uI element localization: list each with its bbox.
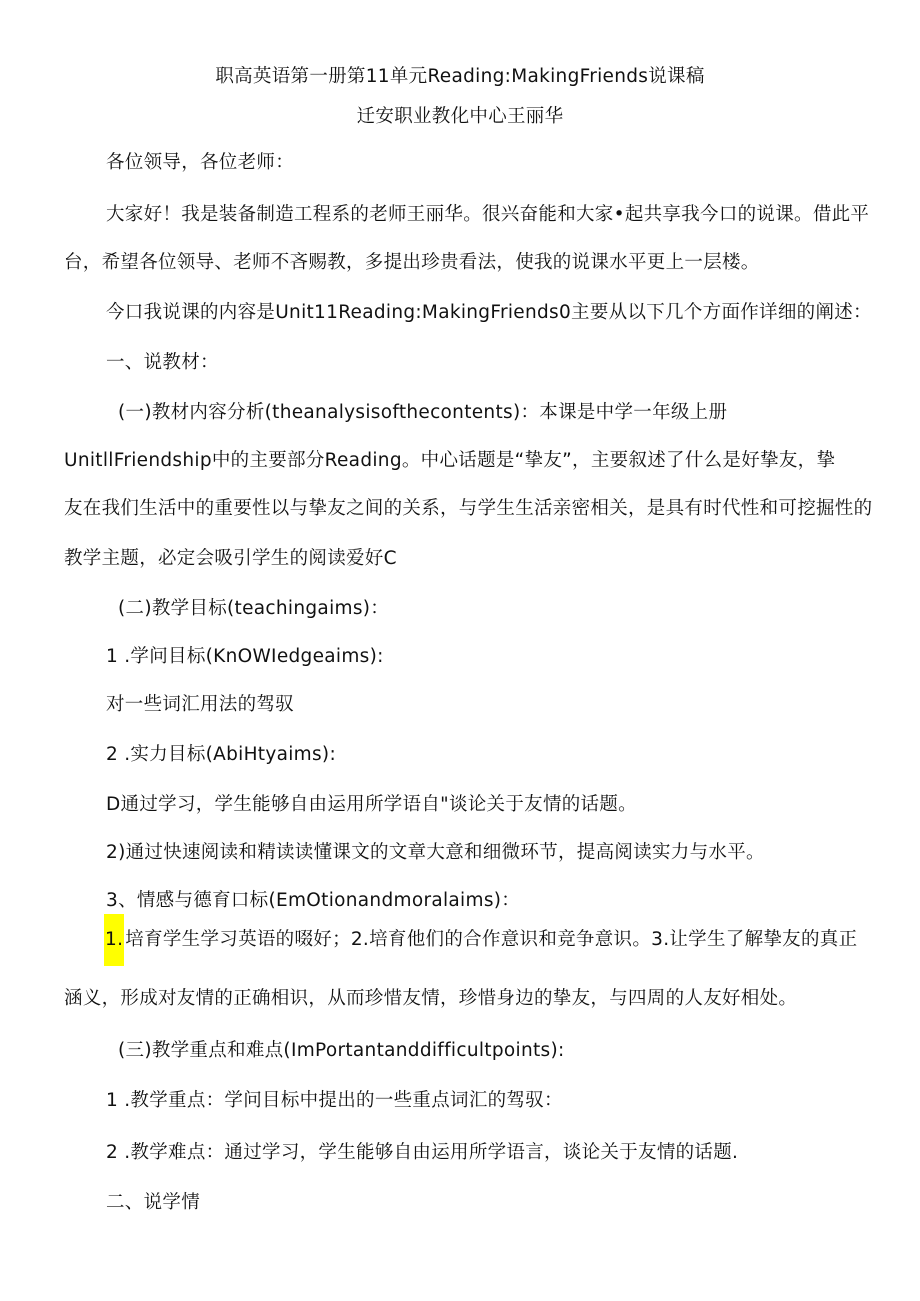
- aim2-text-1: D通过学习，学生能够自由运用所学语自"谈论关于友情的话题。: [106, 794, 637, 815]
- intro-line-3: 今口我说课的内容是Unit11Reading:MakingFriends0主要从以下几个方面作详细的阐述：: [106, 302, 872, 323]
- greeting: 各位领导，各位老师：: [106, 152, 295, 173]
- section2-heading: 二、说学情: [106, 1192, 201, 1213]
- aim3-line-1: 培育学生学习英语的啜好；2.培育他们的合作意识和竞争意识。3.让学生了解挚友的真正: [125, 929, 858, 950]
- author-line: 迁安职业教化中心王丽华: [356, 106, 564, 127]
- sub3-heading: (三)教学重点和难点(ImPortantanddifficultpoints):: [118, 1040, 565, 1061]
- aim1-heading: 1 .学问目标(KnOWIedgeaims):: [106, 646, 384, 667]
- document-title: 职高英语第一册第11单元Reading:MakingFriends说课稿: [215, 66, 705, 87]
- aim2-text-2: 2)通过快速阅读和精读读懂课文的文章大意和细微环节，提高阅读实力与水平。: [106, 842, 765, 863]
- sub2-heading: (二)教学目标(teachingaims)：: [118, 598, 390, 619]
- aim3-line-2: 涵义，形成对友情的正确相识，从而珍惜友情，珍惜身边的挚友，与四周的人友好相处。: [64, 988, 798, 1009]
- intro-line-2: 台，希望各位领导、老师不吝赐教，多提出珍贵看法，使我的说课水平更上一层楼。: [64, 252, 760, 273]
- intro-line-1: 大家好！我是装备制造工程系的老师王丽华。很兴奋能和大家•起共享我今口的说课。借此平: [106, 204, 870, 225]
- aim3-heading: 3、情感与德育口标(EmOtionandmoralaims)：: [106, 890, 521, 911]
- sub1-line-3: 教学主题，必定会吸引学生的阅读爱好C: [64, 548, 397, 569]
- aim2-heading: 2 .实力目标(AbiHtyaims):: [106, 744, 336, 765]
- aim1-text: 对一些词汇用法的驾驭: [106, 694, 295, 715]
- aim3-line-1-row: [104, 914, 857, 966]
- point-2: 2 .教学难点：通过学习，学生能够自由运用所学语言，谈论关于友情的话题.: [106, 1142, 739, 1163]
- sub1-line-2: 友在我们生活中的重要性以与挚友之间的关系，与学生生活亲密相关，是具有时代性和可挖掘性的: [64, 498, 873, 519]
- highlight-marker: 1.: [104, 914, 124, 966]
- sub1-line-1: UnitllFriendship中的主要部分Reading。中心话题是“挚友”，主要叙述了什么是好挚友，挚: [64, 450, 836, 471]
- section1-heading: 一、说教材：: [106, 352, 219, 373]
- sub1-heading: (一)教材内容分析(theanalysisofthecontents)：本课是中学一年级上册: [118, 402, 728, 423]
- point-1: 1 .教学重点：学问目标中提出的一些重点词汇的驾驭：: [106, 1090, 563, 1111]
